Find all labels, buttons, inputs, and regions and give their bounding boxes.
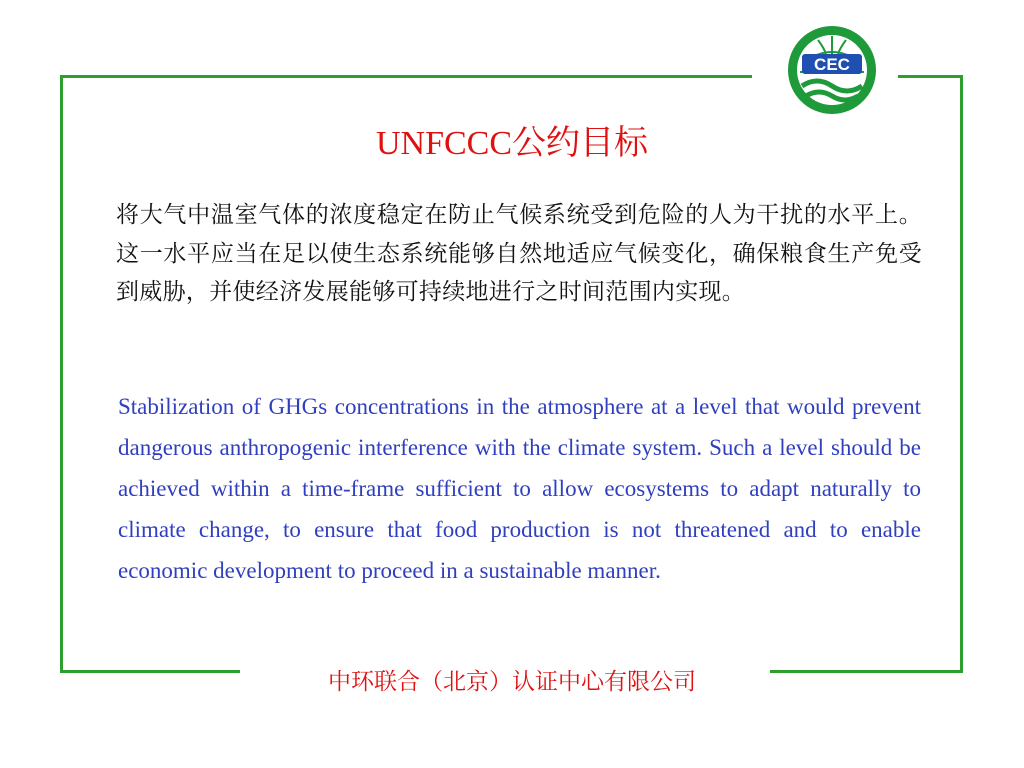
cec-logo-icon: [786, 24, 878, 116]
frame-top-left-line: [60, 75, 752, 78]
slide-title: UNFCCC公约目标: [375, 125, 649, 162]
frame-top-right-line: [898, 75, 960, 78]
english-paragraph: Stabilization of GHGs concentrations in the atmosphere at a level that would prevent dangerous anthropogenic interference with the climate system. Such a level should be achieved within a time-frame sufficient to allow ecosystems to adapt naturally to climate change, to ensure that food production is not threatened and to enable economic development to proceed in a sustainable manner.: [118, 394, 921, 583]
cec-logo: [786, 24, 878, 116]
logo-text: CEC: [814, 55, 850, 74]
footer-company-name: 中环联合（北京）认证中心有限公司: [328, 669, 696, 695]
chinese-paragraph: 将大气中温室气体的浓度稳定在防止气候系统受到危险的人为干扰的水平上。这一水平应当在足以使生态系统能够自然地适应气候变化，确保粮食生产免受到威胁，并使经济发展能够可持续地进行之时间范围内实现。: [116, 202, 922, 305]
